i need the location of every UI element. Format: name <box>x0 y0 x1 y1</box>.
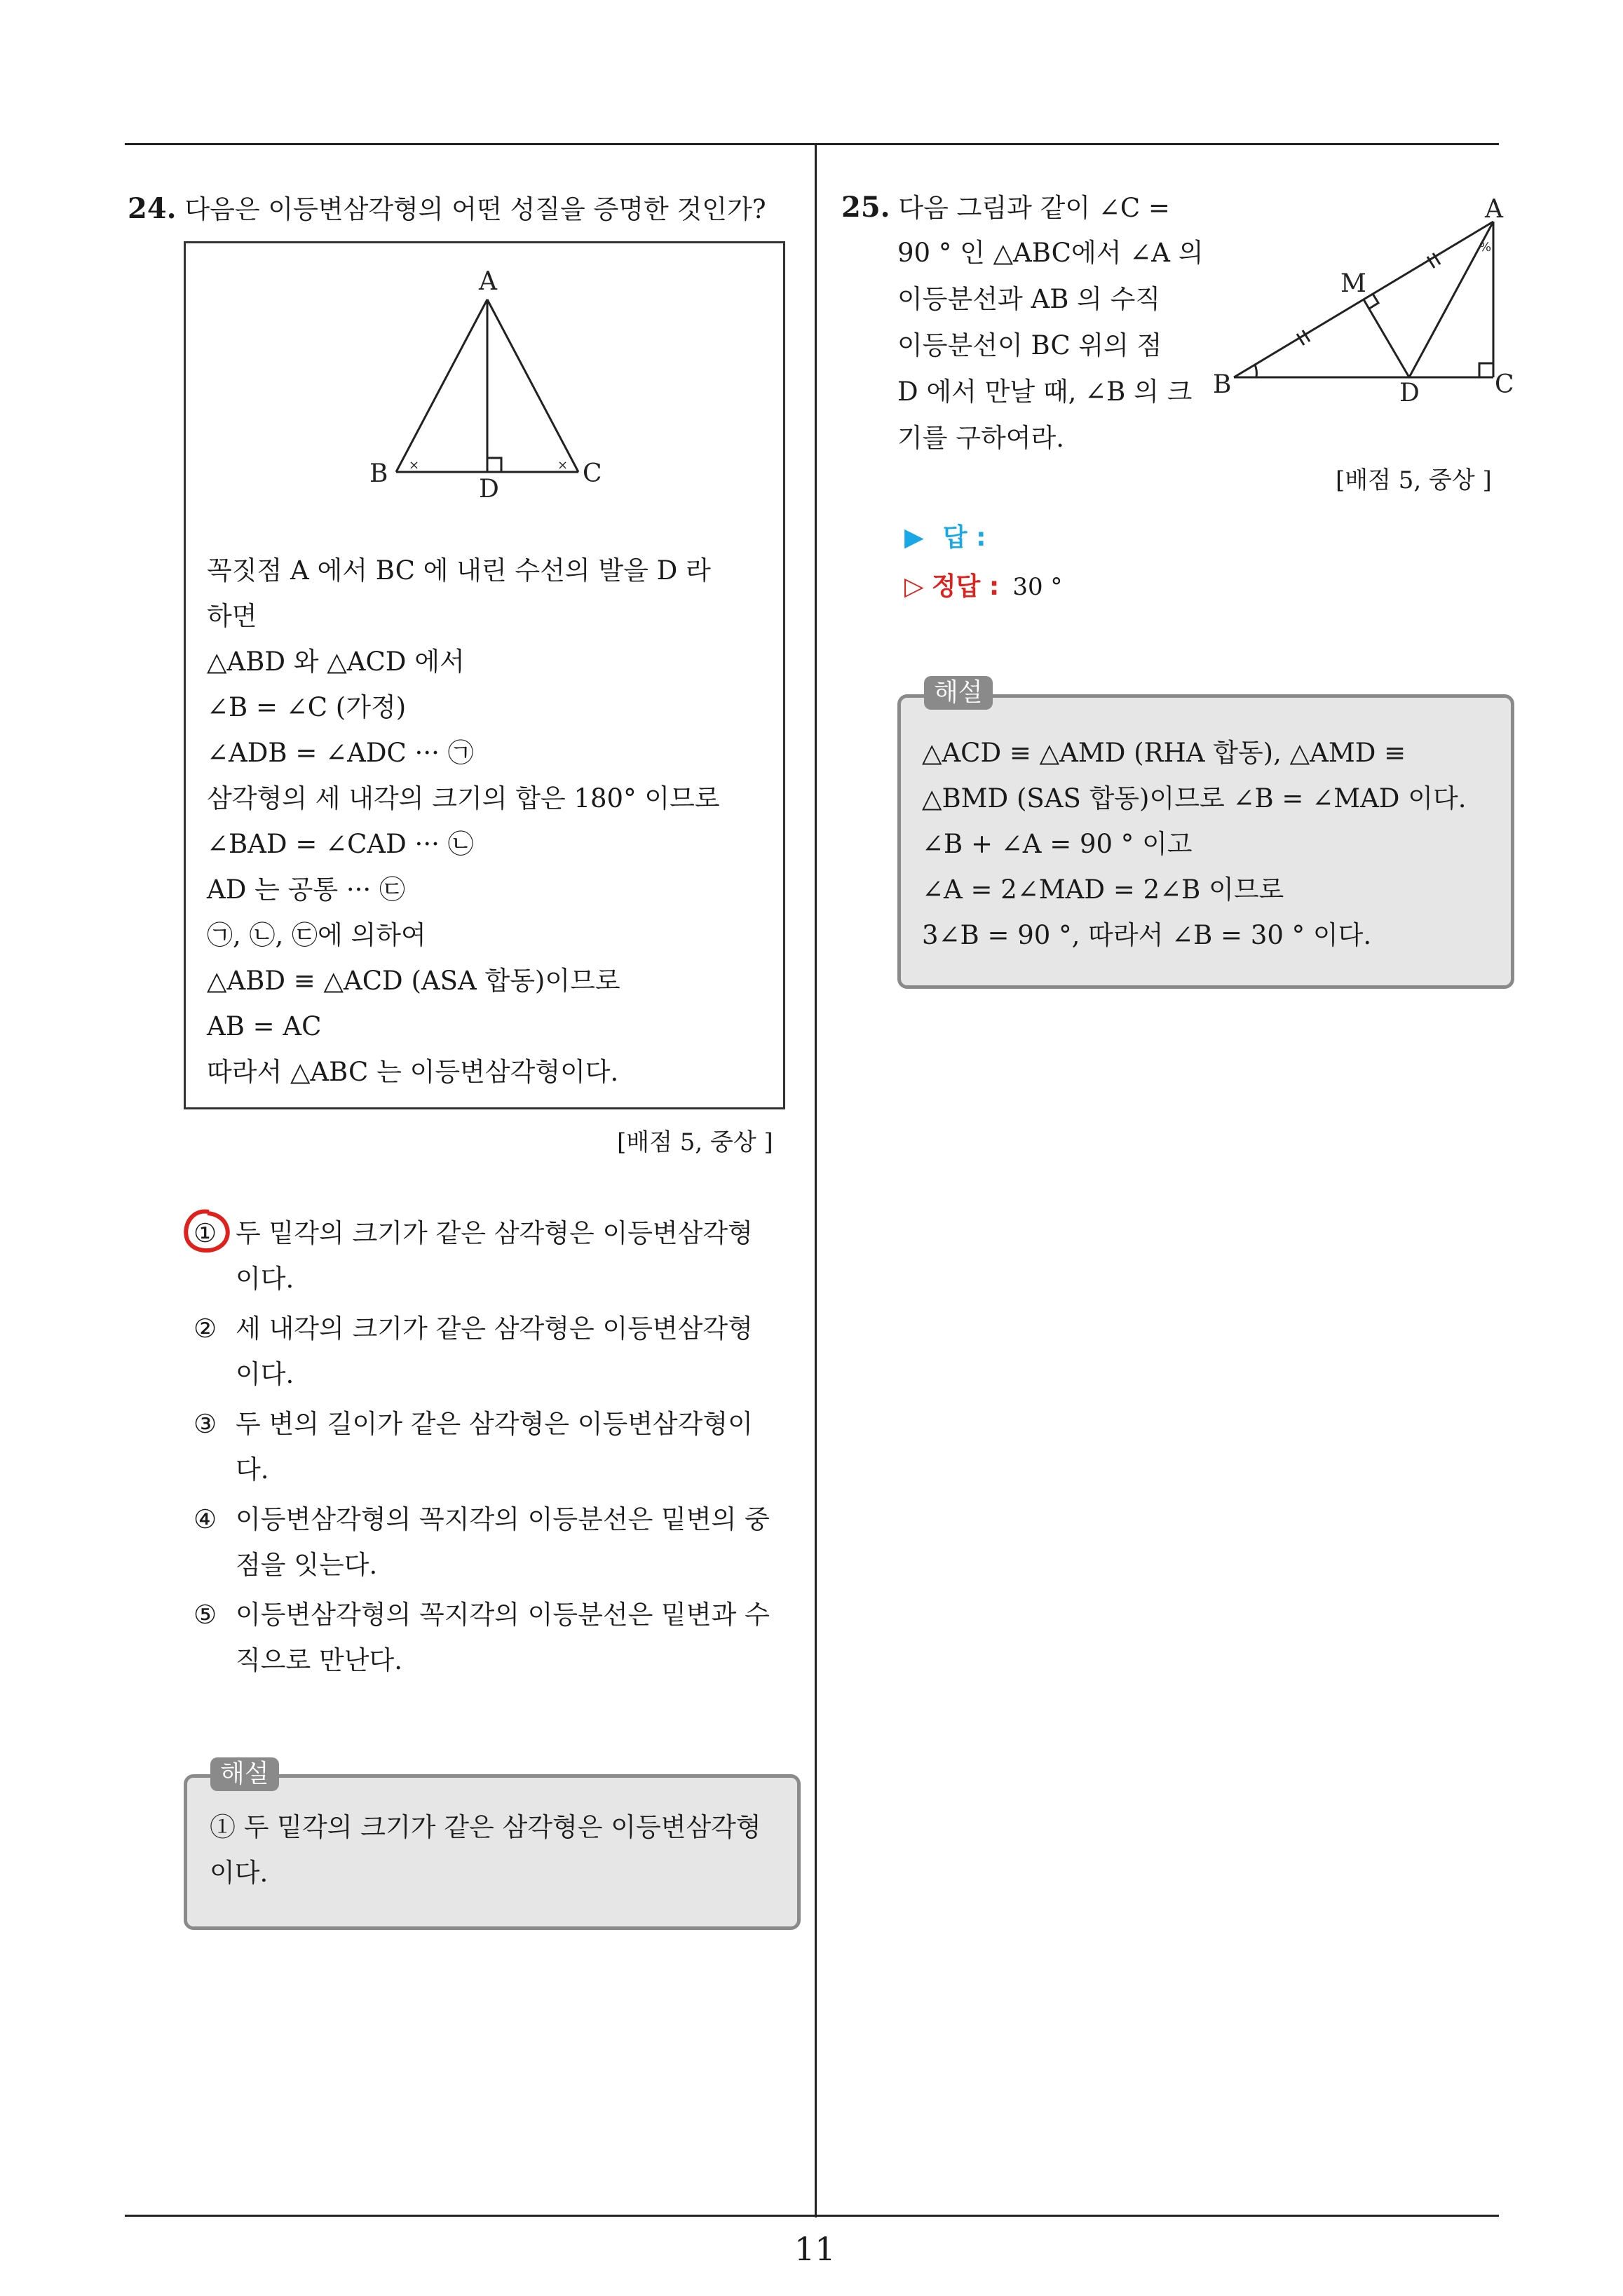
q24-question: 다음은 이등변삼각형의 어떤 성질을 증명한 것인가? <box>184 194 766 224</box>
solution-line: 3∠B = 90 °, 따라서 ∠B = 30 ° 이다. <box>922 920 1372 950</box>
angle-arc-b <box>1255 365 1256 377</box>
choice-text-cont: 점을 잇는다. <box>236 1550 378 1580</box>
proof-line: △ABD 와 △ACD 에서 <box>207 647 465 677</box>
choice-text: 두 변의 길이가 같은 삼각형은 이등변삼각형이 <box>236 1409 753 1439</box>
solution-line: 이다. <box>210 1858 269 1888</box>
angle-mark-c: × <box>557 458 569 473</box>
q25-answer-row <box>904 518 986 553</box>
choice-text-cont: 이다. <box>236 1359 294 1389</box>
q25-heading-line <box>841 191 1170 224</box>
proof-line: 삼각형의 세 내각의 크기의 합은 180° 이므로 <box>207 783 720 813</box>
label-m: M <box>1340 269 1366 298</box>
proof-line: 꼭짓점 A 에서 BC 에 내린 수선의 발을 D 라 <box>207 555 711 586</box>
solution-line: △ACD ≡ △AMD (RHA 합동), △AMD ≡ <box>922 738 1406 768</box>
proof-line: AB = AC <box>207 1011 322 1041</box>
q25-solution-box <box>897 694 1514 989</box>
choice-text-cont: 직으로 만난다. <box>236 1645 402 1675</box>
proof-line: ∠BAD = ∠CAD ··· ㉡ <box>207 829 474 859</box>
label-d: D <box>479 475 499 504</box>
correct-label: 정답 : <box>931 572 1000 601</box>
top-rule <box>125 143 1499 145</box>
side-ac <box>487 299 578 472</box>
answer-label: 답 : <box>942 523 986 552</box>
solution-line: ∠A = 2∠MAD = 2∠B 이므로 <box>922 874 1284 905</box>
proof-line: 따라서 △ABC 는 이등변삼각형이다. <box>207 1057 619 1087</box>
label-d: D <box>1399 379 1420 407</box>
q24-heading <box>128 192 766 225</box>
perpendicular-md <box>1364 299 1409 377</box>
q25-question-line: 90 ° 인 △ABC에서 ∠A 의 <box>897 238 1204 268</box>
choice-mark: ⑤ <box>193 1600 217 1630</box>
angle-mark-a: % <box>1479 240 1492 255</box>
choice-text-cont: 다. <box>236 1454 269 1485</box>
choice-text: 두 밑각의 크기가 같은 삼각형은 이등변삼각형 <box>236 1218 753 1248</box>
solution-line: ∠B + ∠A = 90 ° 이고 <box>922 829 1193 859</box>
proof-line: △ABD ≡ △ACD (ASA 합동)이므로 <box>207 966 620 996</box>
column-divider <box>815 143 817 2217</box>
q25-question-line: 이등분선과 AB 의 수직 <box>897 284 1161 314</box>
q25-score: [배점 5, 중상 ] <box>1336 466 1492 494</box>
page-number: 11 <box>794 2230 836 2268</box>
q25-number: 25. <box>841 191 890 224</box>
q25-question-line: 기를 구하여라. <box>897 423 1064 453</box>
correct-value: 30 ° <box>1012 573 1063 601</box>
proof-line: ∠ADB = ∠ADC ··· ㉠ <box>207 738 474 768</box>
choice-mark: ④ <box>193 1504 217 1534</box>
q24-solution-tab: 해설 <box>210 1757 279 1791</box>
q25-figure <box>1206 196 1521 414</box>
q25-correct-row <box>904 567 1062 602</box>
bottom-rule <box>125 2215 1499 2217</box>
choice-mark: ③ <box>193 1409 217 1439</box>
q25-question-line: D 에서 만날 때, ∠B 의 크 <box>897 377 1193 407</box>
q24-number: 24. <box>128 192 177 225</box>
choice-mark: ① <box>193 1218 217 1248</box>
label-a: A <box>1485 196 1503 224</box>
q24-score: [배점 5, 중상 ] <box>617 1128 773 1156</box>
choice-text: 이등변삼각형의 꼭지각의 이등분선은 밑변과 수 <box>236 1600 770 1630</box>
choice-text: 세 내각의 크기가 같은 삼각형은 이등변삼각형 <box>236 1314 753 1344</box>
solution-line: ① 두 밑각의 크기가 같은 삼각형은 이등변삼각형 <box>210 1812 761 1842</box>
correct-arrow-icon: ▷ <box>904 572 924 601</box>
side-ab <box>396 299 487 472</box>
answer-arrow-icon: ▶ <box>904 523 924 552</box>
proof-line: 하면 <box>207 601 257 631</box>
right-angle-c <box>1479 363 1493 377</box>
q25-solution-tab: 해설 <box>924 676 993 710</box>
q24-proof-box <box>184 241 785 1109</box>
q24-solution-box <box>184 1774 801 1930</box>
proof-line: ㉠, ㉡, ㉢에 의하여 <box>207 920 426 950</box>
right-angle-mark <box>487 458 501 472</box>
choice-text: 이등변삼각형의 꼭지각의 이등분선은 밑변의 중 <box>236 1504 770 1534</box>
label-c: C <box>1495 370 1514 399</box>
solution-line: △BMD (SAS 합동)이므로 ∠B = ∠MAD 이다. <box>922 783 1467 813</box>
label-a: A <box>479 267 497 296</box>
q25-question-line: 다음 그림과 같이 ∠C = <box>898 193 1170 223</box>
choice-text-cont: 이다. <box>236 1264 294 1294</box>
label-b: B <box>369 459 388 488</box>
choice-mark: ② <box>193 1314 217 1344</box>
q24-figure <box>186 243 783 510</box>
label-c: C <box>583 459 602 488</box>
proof-line: AD 는 공통 ··· ㉢ <box>207 874 405 905</box>
label-b: B <box>1213 370 1232 399</box>
proof-line: ∠B = ∠C (가정) <box>207 692 407 722</box>
angle-mark-b: × <box>409 458 420 473</box>
q25-question-line: 이등분선이 BC 위의 점 <box>897 330 1162 360</box>
